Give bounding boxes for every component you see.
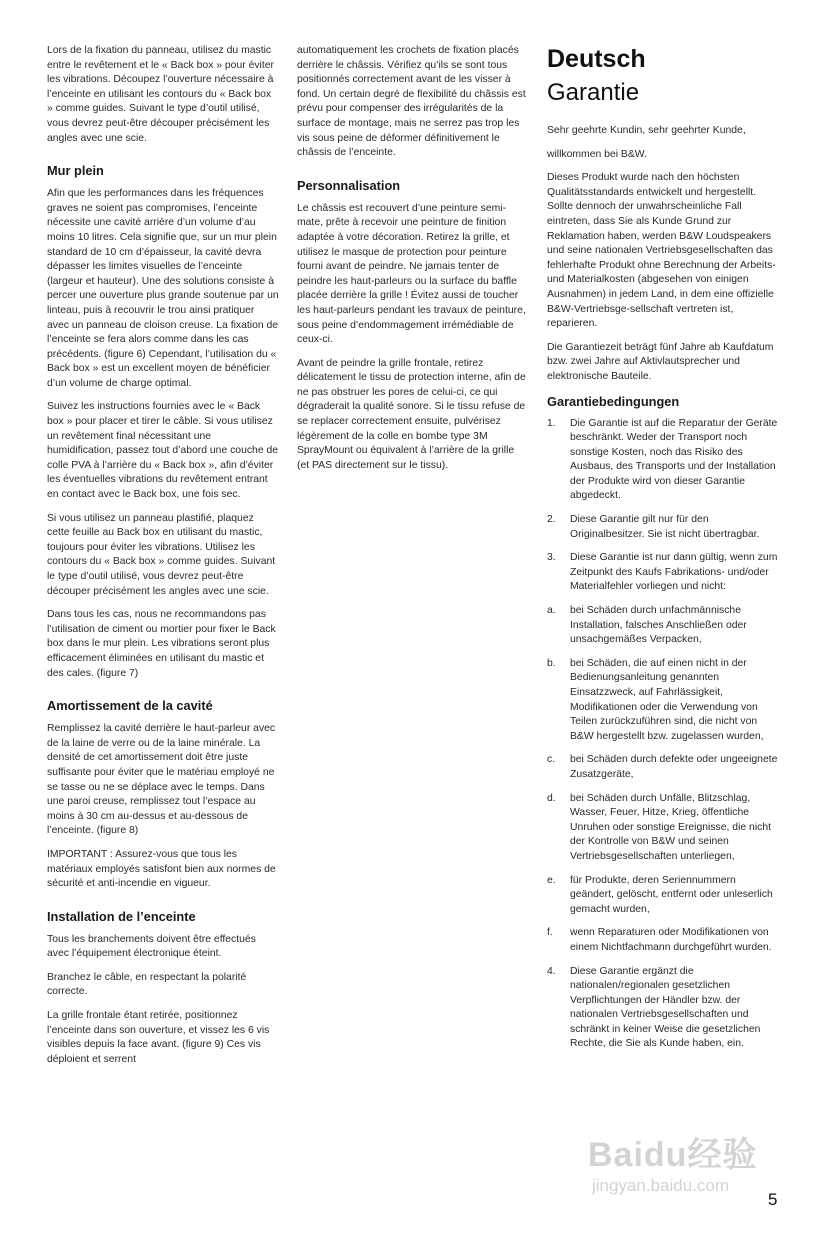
list-item-text: bei Schäden durch Unfälle, Blitzschlag, Wasser, Feuer, Hitze, Krieg, öffentliche Unruhen oder sonstige Ereignisse, die nicht der Kontrolle von B&W und seinen Vertriebsgesellschaften unterliegen, xyxy=(570,792,772,862)
section-heading: Personnalisation xyxy=(297,177,401,193)
list-item-label: c. xyxy=(547,754,556,766)
list-item-label: b. xyxy=(547,657,556,669)
list-item-text: Diese Garantie ergänzt die nationalen/regionalen gesetzlichen Verpflichtungen der Händler bzw. der nationalen Vertriebsgesellschaften und schränkt in keiner Weise die gesetzlichen Rechte, die Sie als Kunde haben, ein. xyxy=(570,965,761,1050)
section-heading: Mur plein xyxy=(47,163,104,179)
paragraph: Avant de peindre la grille frontale, retirez délicatement le tissu de protection interne, afin de ne pas obstruer les pores de celui-ci, ce qui dégraderait la qualité sonore. Si le tissu refuse de se replacer correctement ensuite, pulvérisez légèrement de la colle en bombe type 3M SprayMount ou équivalent à l’arrière de la grille (et PAS directement sur le tissu). xyxy=(297,357,526,471)
paragraph: Si vous utilisez un panneau plastifié, plaquez cette feuille au Back box en utilisant du mastic, toujours pour éviter les vibrations. Utilisez les contours du « Back box » comme guides. Suivant le type d’outil utilisé, vous devrez peut-être découper précisément les angles avec une scie. xyxy=(47,512,276,597)
paragraph: IMPORTANT : Assurez-vous que tous les matériaux employés satisfont bien aux normes de sécurité et anti-incendie en vigueur. xyxy=(47,848,276,890)
list-item xyxy=(547,965,779,1053)
paragraph: Branchez le câble, en respectant la polarité correcte. xyxy=(47,971,247,998)
list-item-label: 1. xyxy=(547,417,556,429)
section-heading: Installation de l’enceinte xyxy=(47,908,196,924)
paragraph: automatiquement les crochets de fixation placés derrière le châssis. Vérifiez qu’ils se sont tous positionnés correctement avant de les visser à fond. Un certain degré de flexibilité du châssis est prévu pour compenser des irrégularités de la surface de montage, mais ne serrez pas trop les vis sous peine de déformer définitivement le châssis de l’enceinte. xyxy=(297,45,526,159)
list-item-text: bei Schäden durch unfachmännische Installation, falsches Anschließen oder unsachgemäßes Verpacken, xyxy=(570,605,747,646)
list-item-text: bei Schäden, die auf einen nicht in der Bedienungsanleitung genannten Einsatzzweck, auf Fahrlässigkeit, Modifikationen oder die Verwendung von Teilen zurückzuführen sind, die nicht von B&W hergestellt bzw. zugelassen wurden, xyxy=(570,657,764,742)
list-item xyxy=(547,604,779,648)
paragraph: La grille frontale étant retirée, positionnez l’enceinte dans son ouverture, et vissez les 6 vis visibles depuis la face avant. (figure 9) Ces vis déploient et serrent xyxy=(47,1010,270,1065)
list-item xyxy=(547,551,779,595)
warranty-title: Garantie xyxy=(547,79,640,106)
watermark-logo: Baidu经验 xyxy=(588,1136,758,1174)
conditions-heading: Garantiebedingungen xyxy=(547,393,680,409)
list-item xyxy=(547,874,779,918)
list-item-label: 4. xyxy=(547,965,556,977)
paragraph: Afin que les performances dans les fréquences graves ne soient pas compromises, l’enceinte nécessite une cavité arrière d’un volume d’au moins 10 litres. Cela signifie que, sur un mur plein standard de 10 cm d’épaisseur, la cavité devra dépasser les limites visuelles de l’enceinte (largeur et hauteur). Une des solutions consiste à percer une ouverture plus grande soutenue par un linteau, puis à recouvrir le trou ainsi pratiquer avec un panneau de cloison creuse. La fixation de l’enceinte se fera alors comme dans les cas précédents. (figure 6) Cependant, l’utilisation du « Back box » est un excellent moyen de bénéficier d’un volume de charge optimal. xyxy=(47,188,279,389)
paragraph: Tous les branchements doivent être effectués avec l’équipement électronique éteint. xyxy=(47,933,256,960)
paragraph: Le châssis est recouvert d’une peinture semi-mate, prête à recevoir une peinture de finition adaptée à votre décoration. Retirez la grille, et utilisez le masque de protection pour peinture fourni avant de peindre. Ne jamais tenter de peindre les haut-parleurs ou la surface du baffle placée derrière la grille ! Évitez aussi de toucher les haut-parleurs pendant les travaux de peinture, sous peine d’endommagement irrémédiable de ceux-ci. xyxy=(297,202,526,346)
paragraph: Dans tous les cas, nous ne recommandons pas l’utilisation de ciment ou mortier pour fixer le Back box dans le mur plein. Les vibrations seront plus efficacement éliminées en utilisant du mastic et des cales. (figure 7) xyxy=(47,609,276,679)
language-heading: Deutsch xyxy=(547,45,646,73)
list-item-text: für Produkte, deren Seriennummern geändert, gelöscht, entfernt oder unleserlich gemacht wurden, xyxy=(570,874,773,915)
list-item-label: f. xyxy=(547,927,553,939)
section-heading: Amortissement de la cavité xyxy=(47,698,213,714)
list-item-text: Diese Garantie gilt nur für den Originalbesitzer. Sie ist nicht übertragbar. xyxy=(570,514,760,540)
list-item-label: 2. xyxy=(547,514,556,526)
list-item xyxy=(547,417,779,505)
watermark xyxy=(588,1135,788,1205)
list-item-label: e. xyxy=(547,874,556,886)
list-item-label: a. xyxy=(547,605,556,617)
paragraph: Suivez les instructions fournies avec le « Back box » pour placer et tirer le câble. Si vous utilisez un revêtement final nécessitant une humidification, passez tout d’abord une couche de colle PVA à l’arrière du « Back box », afin d’éviter les éventuelles vibrations du revêtement entrant en contact avec le Back box, une fois sec. xyxy=(47,401,279,501)
list-item-text: wenn Reparaturen oder Modifikationen von einem Nichtfachmann durchgeführt wurden. xyxy=(570,927,772,953)
german-warranty-column xyxy=(547,44,779,1061)
conditions-list xyxy=(547,417,779,1053)
greeting: Sehr geehrte Kundin, sehr geehrter Kunde, xyxy=(547,125,746,136)
list-item-label: 3. xyxy=(547,552,556,564)
french-column-left xyxy=(47,44,279,1076)
list-item-text: Die Garantie ist auf die Reparatur der Geräte beschränkt. Weder der Transport noch sonstige Kosten, noch das Risiko des Ausbaus, des Transports und der Installation der Produkte wird von dieser Garantie abgedeckt. xyxy=(570,417,778,502)
list-item xyxy=(547,792,779,865)
french-column-middle xyxy=(297,44,529,482)
watermark-url: jingyan.baidu.com xyxy=(592,1176,730,1195)
warranty-period: Die Garantiezeit beträgt fünf Jahre ab Kaufdatum bzw. zwei Jahre auf Aktivlautsprecher und elektronische Bauteile. xyxy=(547,341,774,382)
list-item-text: Diese Garantie ist nur dann gültig, wenn zum Zeitpunkt des Kaufs Fabrikations- und/oder Materialfehler vorliegen und nicht: xyxy=(570,552,778,593)
paragraph: Remplissez la cavité derrière le haut-parleur avec de la laine de verre ou de la laine minérale. La densité de cet amortissement doit être juste suffisante pour éviter que le matériau employé ne se tasse ou ne se déplace avec le temps. Dans une paroi creuse, remplissez tout l’espace au moins à 30 cm au-dessus et au-dessous de l’enceinte. (figure 8) xyxy=(47,723,276,837)
page-number: 5 xyxy=(768,1190,778,1209)
list-item xyxy=(547,926,779,955)
list-item-label: d. xyxy=(547,792,556,804)
welcome: willkommen bei B&W. xyxy=(547,148,647,160)
list-item xyxy=(547,513,779,542)
list-item xyxy=(547,657,779,745)
list-item xyxy=(547,753,779,782)
paragraph: Lors de la fixation du panneau, utilisez du mastic entre le revêtement et le « Back box » pour éviter les vibrations. Découpez l’ouverture nécessaire à l’enceinte en utilisant les contours du « Back box » comme guides. Suivant le type d’outil utilisé, vous devrez peut-être découper précisément les angles avec une scie. xyxy=(47,45,274,144)
list-item-text: bei Schäden durch defekte oder ungeeignete Zusatzgeräte, xyxy=(570,754,778,780)
intro-paragraph: Dieses Produkt wurde nach den höchsten Qualitätsstandards entwickelt und hergestellt. Sollte dennoch der unwahrscheinliche Fall eintreten, dass Sie als Kunde Grund zur Reklamation haben, werden B&W Loudspeakers und seine nationalen Vertriebsgesellschaften das fehlerhafte Produkt ohne Berechnung der Arbeits- und Materialkosten (abgesehen von einigen Ausnahmen) in jedem Land, in dem eine offizielle B&W-Vertriebsge-sellschaft vertreten ist, reparieren. xyxy=(547,172,776,330)
